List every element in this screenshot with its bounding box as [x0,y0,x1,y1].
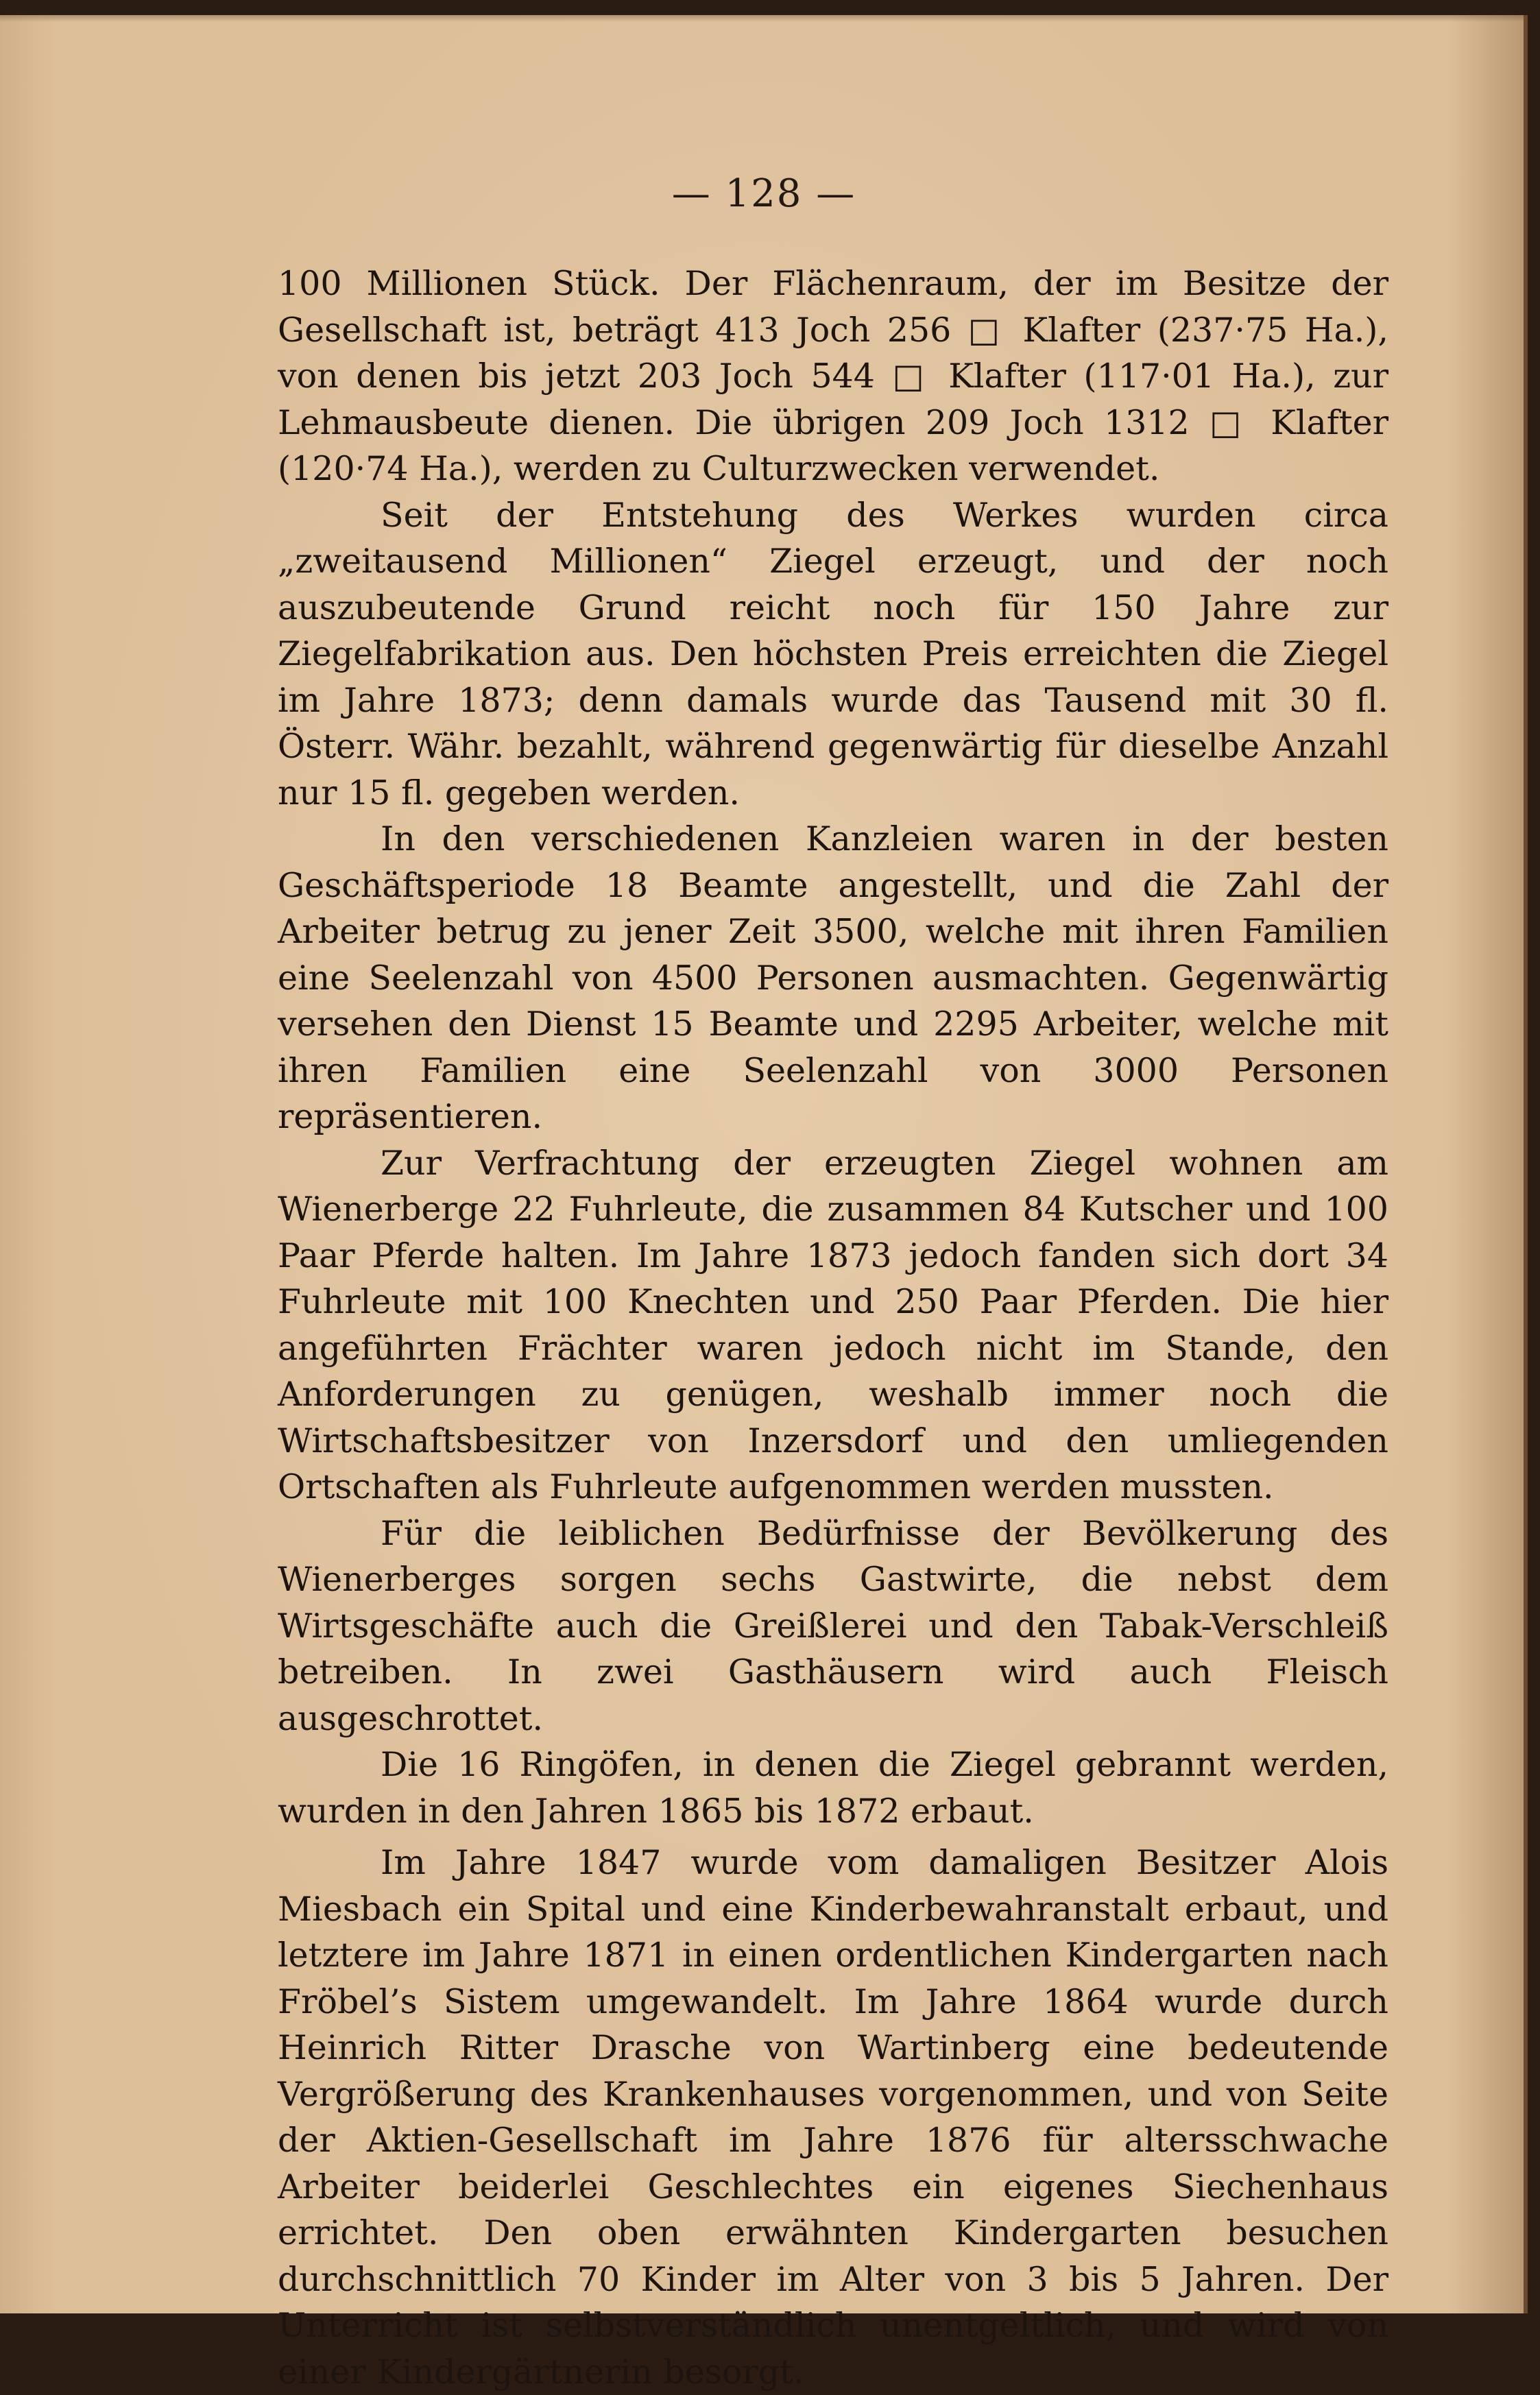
paragraph-1: 100 Millionen Stück. Der Flächenraum, der im Besitze der Gesellschaft ist, beträgt 413 Joch 256 □ Klafter (237·75 Ha.), von denen bis jetzt 203 Joch 544 □ Klafter (117·01 Ha.), zur Lehmausbeute dienen. Die übrigen 209 Joch 1312 □ Klafter (120·74 Ha.), werden zu Culturzwecken verwendet. [278,264,1388,488]
page-number: — 128 — [671,171,856,216]
paragraph-6: Die 16 Ringöfen, in denen die Ziegel gebrannt werden, wurden in den Jahren 1865 bis 1872 erbaut. [278,1745,1388,1831]
paragraph-5: Für die leiblichen Bedürfnisse der Bevölkerung des Wienerberges sorgen sechs Gastwirte, die nebst dem Wirtsgeschäfte auch die Greißlerei und den Tabak-Verschleiß betreiben. In zwei Gasthäusern wird auch Fleisch ausgeschrottet. [278,1513,1388,1738]
book-page [0,15,1528,2392]
paragraph-7: Im Jahre 1847 wurde vom damaligen Besitzer Alois Miesbach ein Spital und eine Kinderbewahranstalt erbaut, und letztere im Jahre 1871 in einen ordentlichen Kindergarten nach Fröbel’s Sistem umgewandelt. Im Jahre 1864 wurde durch Heinrich Ritter Drasche von Wartinberg eine bedeutende Vergrößerung des Krankenhauses vorgenommen, und von Seite der Aktien-Gesellschaft im Jahre 1876 für altersschwache Arbeiter beiderlei Geschlechtes ein eigenes Siechenhaus errichtet. Den oben erwähnten Kindergarten besuchen durchschnittlich 70 Kinder im Alter von 3 bis 5 Jahren. Der Unterricht ist selbstverständlich unentgeltlich, und wird von einer Kindergärtnerin besorgt. [278,1843,1388,2392]
page-shadow [0,15,1524,22]
paragraph-2: Seit der Entstehung des Werkes wurden circa „zweitausend Millionen“ Ziegel erzeugt, und der noch auszubeutende Grund reicht noch für 150 Jahre zur Ziegelfabrikation aus. Den höchsten Preis erreichten die Ziegel im Jahre 1873; denn damals wurde das Tausend mit 30 fl. Österr. Währ. bezahlt, während gegenwärtig für dieselbe Anzahl nur 15 fl. gegeben werden. [278,495,1388,813]
paragraph-3: In den verschiedenen Kanzleien waren in der besten Geschäftsperiode 18 Beamte angestellt, und die Zahl der Arbeiter betrug zu jener Zeit 3500, welche mit ihren Familien eine Seelenzahl von 4500 Personen ausmachten. Gegenwärtig versehen den Dienst 15 Beamte und 2295 Arbeiter, welche mit ihren Familien eine Seelenzahl von 3000 Personen repräsentieren. [278,819,1388,1136]
body-text [278,261,1388,2395]
paragraph-4: Zur Verfrachtung der erzeugten Ziegel wohnen am Wienerberge 22 Fuhrleute, die zusammen 84 Kutscher und 100 Paar Pferde halten. Im Jahre 1873 jedoch fanden sich dort 34 Fuhrleute mit 100 Knechten und 250 Paar Pferden. Die hier angeführten Frächter waren jedoch nicht im Stande, den Anforderungen zu genügen, weshalb immer noch die Wirtschaftsbesitzer von Inzersdorf und den umliegenden Ortschaften als Fuhrleute aufgenommen werden mussten. [278,1143,1388,1506]
